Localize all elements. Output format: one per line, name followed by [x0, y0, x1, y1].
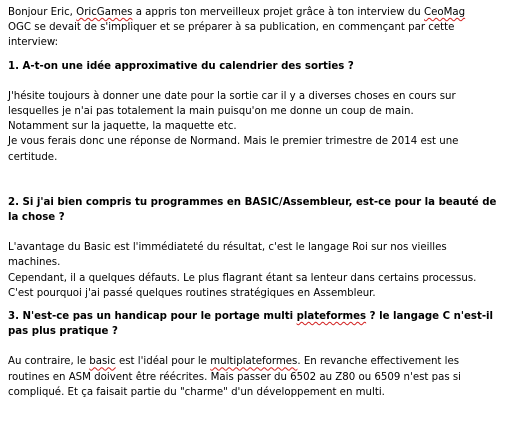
question-1 [8, 59, 506, 74]
answer-1-line-1: J'hésite toujours à donner une date pour la sortie car il y a diverses choses en cours sur [8, 90, 456, 102]
answer-3-line-3: compliqué. Et ça faisait partie du "charme" d'un développement en multi. [8, 386, 385, 398]
answer-1-line-5: certitude. [8, 151, 58, 163]
answer-3-text: est l'idéal pour le [115, 356, 211, 368]
intro-line-3: interview: [8, 37, 59, 49]
answer-1-line-3: Notamment sur la jaquette, la maquette etc. [8, 121, 237, 133]
answer-1-line-2: lesquelles je n'ai pas totalement la main puisqu'on me donne un coup de main. [8, 106, 414, 118]
question-3-text: 3. N'est-ce pas un handicap pour le portage multi [8, 311, 297, 323]
question-2-line-1: 2. Si j'ai bien compris tu programmes en BASIC/Assembleur, est-ce pour la beauté de [8, 196, 497, 208]
intro-text: a appris ton merveilleux projet grâce à ton interview du [132, 7, 424, 18]
question-2 [8, 195, 506, 225]
spellcheck-word: multiplateformes [210, 356, 298, 368]
question-1-text: 1. A-t-on une idée approximative du calendrier des sorties ? [8, 60, 354, 72]
answer-3-text: . En revanche effectivement les [297, 356, 460, 368]
answer-2-line-1: L'avantage du Basic est l'immédiateté du résultat, c'est le langage Roi sur nos vieilles [8, 242, 447, 254]
spellcheck-word: CeoMag [424, 7, 466, 18]
answer-3-text: Au contraire, le [8, 356, 90, 368]
question-3 [8, 309, 506, 339]
spellcheck-word: OricGames [76, 7, 133, 18]
answer-2-line-2: machines. [8, 257, 61, 269]
answer-1 [8, 89, 506, 165]
answer-3 [8, 354, 506, 400]
answer-2-line-4: C'est pourquoi j'ai passé quelques routines stratégiques en Assembleur. [8, 287, 376, 299]
answer-1-line-4: Je vous ferais donc une réponse de Normand. Mais le premier trimestre de 2014 est une [8, 136, 459, 148]
intro-line-1 [8, 5, 506, 20]
question-3-line-1 [8, 309, 506, 324]
question-2-line-2: la chose ? [8, 212, 65, 224]
question-3-line-2: pas plus pratique ? [8, 326, 118, 338]
answer-3-line-2: routines en ASM doivent être réécrites. Mais passer du 6502 au Z80 ou 6509 n'est pas si [8, 371, 462, 383]
document-body [8, 5, 506, 400]
spellcheck-word: basic [89, 356, 116, 368]
intro-line-2: OGC se devait de s'impliquer et se préparer à sa publication, en commençant par cette [8, 22, 455, 34]
answer-3-line-1 [8, 354, 506, 369]
question-3-text: ? le langage C n'est-il [366, 311, 494, 323]
spellcheck-word: plateformes [296, 311, 367, 323]
intro-paragraph [8, 5, 506, 51]
intro-text: Bonjour Eric, [8, 7, 77, 18]
answer-2 [8, 240, 506, 301]
answer-2-line-3: Cependant, il a quelques défauts. Le plus flagrant étant sa lenteur dans certains processus. [8, 272, 477, 284]
